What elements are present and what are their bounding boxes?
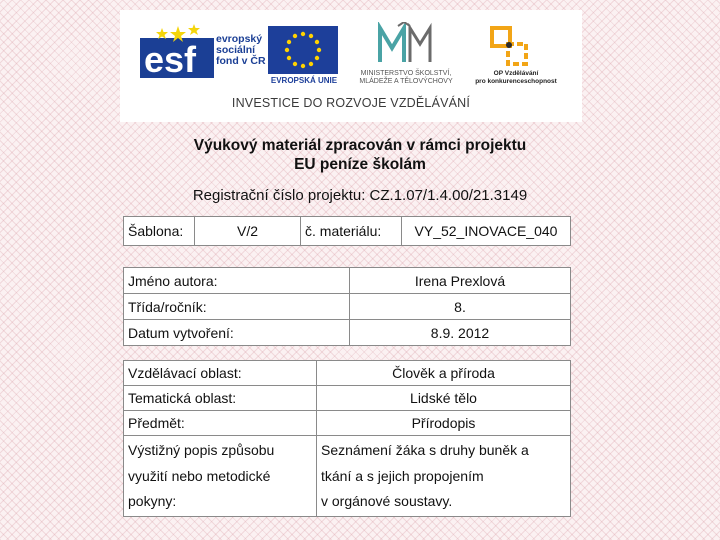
- table-row: [124, 320, 571, 346]
- class-value: 8.: [350, 294, 571, 320]
- table-row: [124, 386, 571, 411]
- author-label: Jméno autora:: [124, 268, 350, 294]
- description-value: [317, 436, 571, 517]
- material-value: VY_52_INOVACE_040: [402, 217, 571, 246]
- esf-line-3: fond v ČR: [216, 55, 266, 67]
- description-value-line-3: v orgánové soustavy.: [321, 493, 453, 509]
- table-row: [124, 436, 571, 517]
- banner-caption: INVESTICE DO ROZVOJE VZDĚLÁVÁNÍ: [231, 96, 471, 110]
- description-value-line-1: Seznámení žáka s druhy buněk a: [321, 442, 529, 458]
- esf-text: [216, 34, 266, 67]
- subject-value: Přírodopis: [317, 411, 571, 436]
- topic-value: Lidské tělo: [317, 386, 571, 411]
- esf-logo: [138, 24, 216, 82]
- eu-label: EVROPSKÁ UNIE: [270, 76, 338, 85]
- msmt-line-2: MLÁDEŽE A TĚLOVÝCHOVY: [359, 78, 453, 85]
- date-value: 8.9. 2012: [350, 320, 571, 346]
- msmt-logo: [376, 22, 436, 66]
- op-text: [466, 70, 566, 86]
- material-label: č. materiálu:: [301, 217, 402, 246]
- title-line-1: Výukový materiál zpracován v rámci projektu: [193, 137, 527, 154]
- logo-banner: [120, 10, 582, 122]
- msmt-text: [342, 70, 470, 86]
- registration-number: Registrační číslo projektu: CZ.1.07/1.4.00/21.3149: [192, 187, 528, 204]
- topic-label: Tematická oblast:: [124, 386, 317, 411]
- title-line-2: EU peníze školám: [294, 156, 426, 173]
- table-row: [124, 411, 571, 436]
- description-label-line-3: pokyny:: [128, 493, 177, 509]
- svg-text:esf: esf: [144, 39, 197, 80]
- esf-logo-icon: [138, 24, 216, 82]
- msmt-logo-icon: [376, 22, 436, 66]
- description-label-line-2: využití nebo metodické: [128, 467, 271, 484]
- eu-flag-icon: [268, 26, 338, 74]
- template-label: Šablona:: [124, 217, 195, 246]
- table-row: [124, 268, 571, 294]
- esf-line-1: evropský: [216, 33, 263, 45]
- template-value: V/2: [195, 217, 301, 246]
- table-row: [124, 361, 571, 386]
- subject-table: [123, 360, 571, 517]
- subject-label: Předmět:: [124, 411, 317, 436]
- author-value: Irena Prexlová: [350, 268, 571, 294]
- op-logo-icon: [486, 24, 532, 68]
- description-label-line-1: Výstižný popis způsobu: [128, 442, 275, 458]
- description-label: [124, 436, 317, 517]
- msmt-line-1: MINISTERSTVO ŠKOLSTVÍ,: [360, 70, 452, 77]
- area-label: Vzdělávací oblast:: [124, 361, 317, 386]
- class-label: Třída/ročník:: [124, 294, 350, 320]
- author-table: [123, 267, 571, 346]
- esf-line-2: sociální: [216, 44, 256, 56]
- template-table: [123, 216, 571, 246]
- op-line-1: OP Vzdělávání: [493, 70, 539, 77]
- table-row: [124, 294, 571, 320]
- op-line-2: pro konkurenceschopnost: [475, 78, 557, 85]
- eu-flag: [268, 26, 338, 74]
- op-logo: [486, 24, 532, 68]
- area-value: Člověk a příroda: [317, 361, 571, 386]
- description-value-line-2: tkání a s jejich propojením: [321, 467, 484, 484]
- table-row: [124, 217, 571, 246]
- date-label: Datum vytvoření:: [124, 320, 350, 346]
